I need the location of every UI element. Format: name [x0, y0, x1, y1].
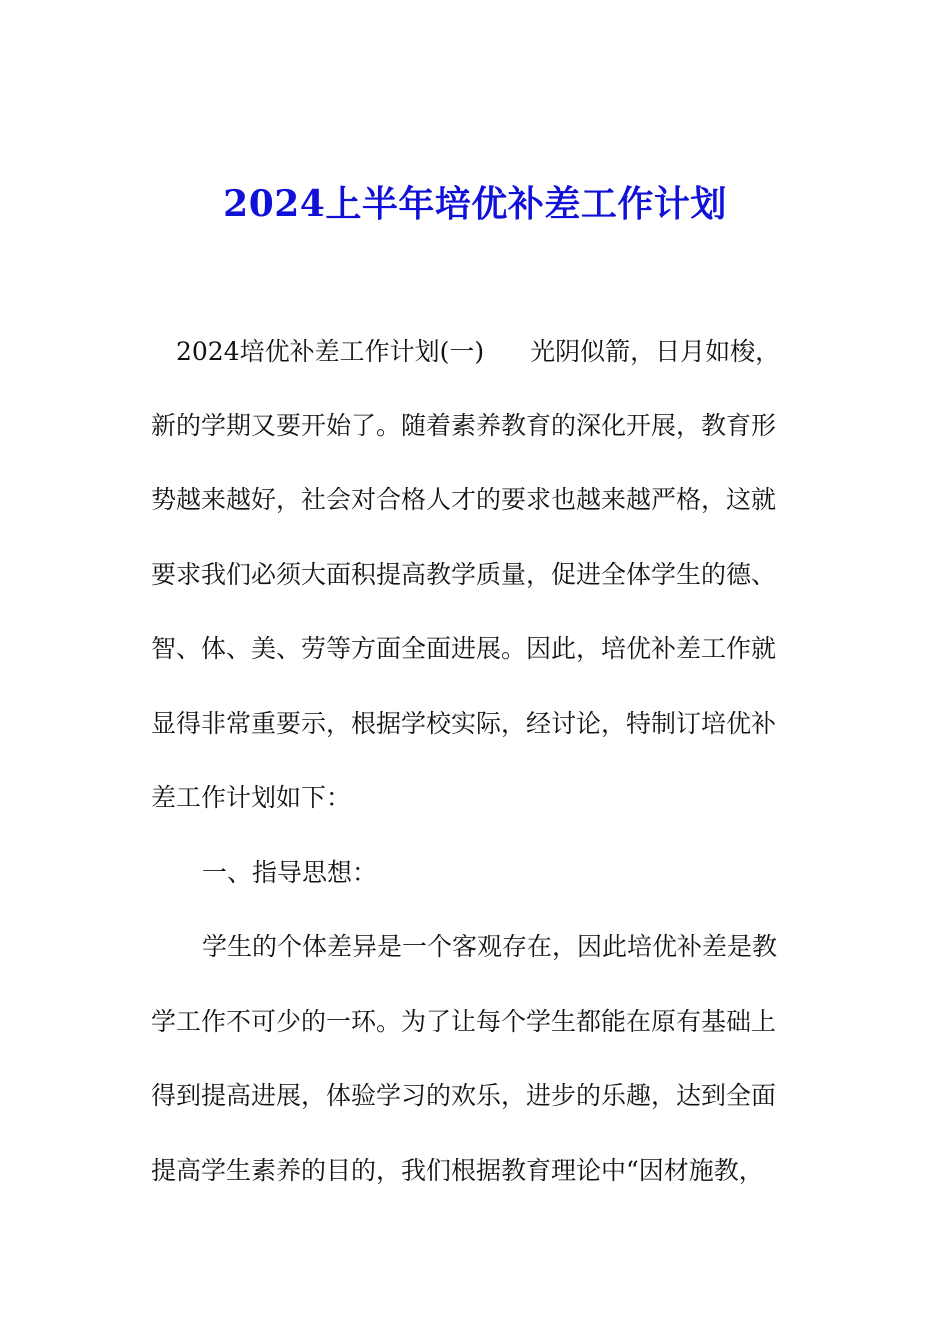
- paragraph-line: [176, 334, 791, 370]
- paragraph-line: 提高学生素养的目的，我们根据教育理论中“因材施教，: [151, 1156, 764, 1185]
- paragraph-line: 差工作计划如下：: [151, 783, 352, 812]
- document-title: 2024上半年培优补差工作计划: [223, 183, 727, 225]
- paragraph-line: 智、体、美、劳等方面全面进展。因此，培优补差工作就: [151, 634, 777, 663]
- paragraph-line: 要求我们必须大面积提高教学质量，促进全体学生的德、: [151, 560, 777, 589]
- section-heading: 一、指导思想：: [202, 858, 378, 887]
- section-heading: 2024培优补差工作计划(一): [176, 337, 485, 366]
- body-text: 光阴似箭，日月如梭，: [530, 337, 781, 366]
- paragraph-line: 显得非常重要示，根据学校实际，经讨论，特制订培优补: [151, 709, 777, 738]
- paragraph-line: 学工作不可少的一环。为了让每个学生都能在原有基础上: [151, 1007, 777, 1036]
- paragraph-line: 得到提高进展，体验学习的欢乐，进步的乐趣，达到全面: [151, 1081, 777, 1110]
- paragraph-line: 学生的个体差异是一个客观存在，因此培优补差是教: [202, 932, 778, 961]
- paragraph-line: 势越来越好，社会对合格人才的要求也越来越严格，这就: [151, 485, 777, 514]
- paragraph-line: 新的学期又要开始了。随着素养教育的深化开展，教育形: [151, 411, 777, 440]
